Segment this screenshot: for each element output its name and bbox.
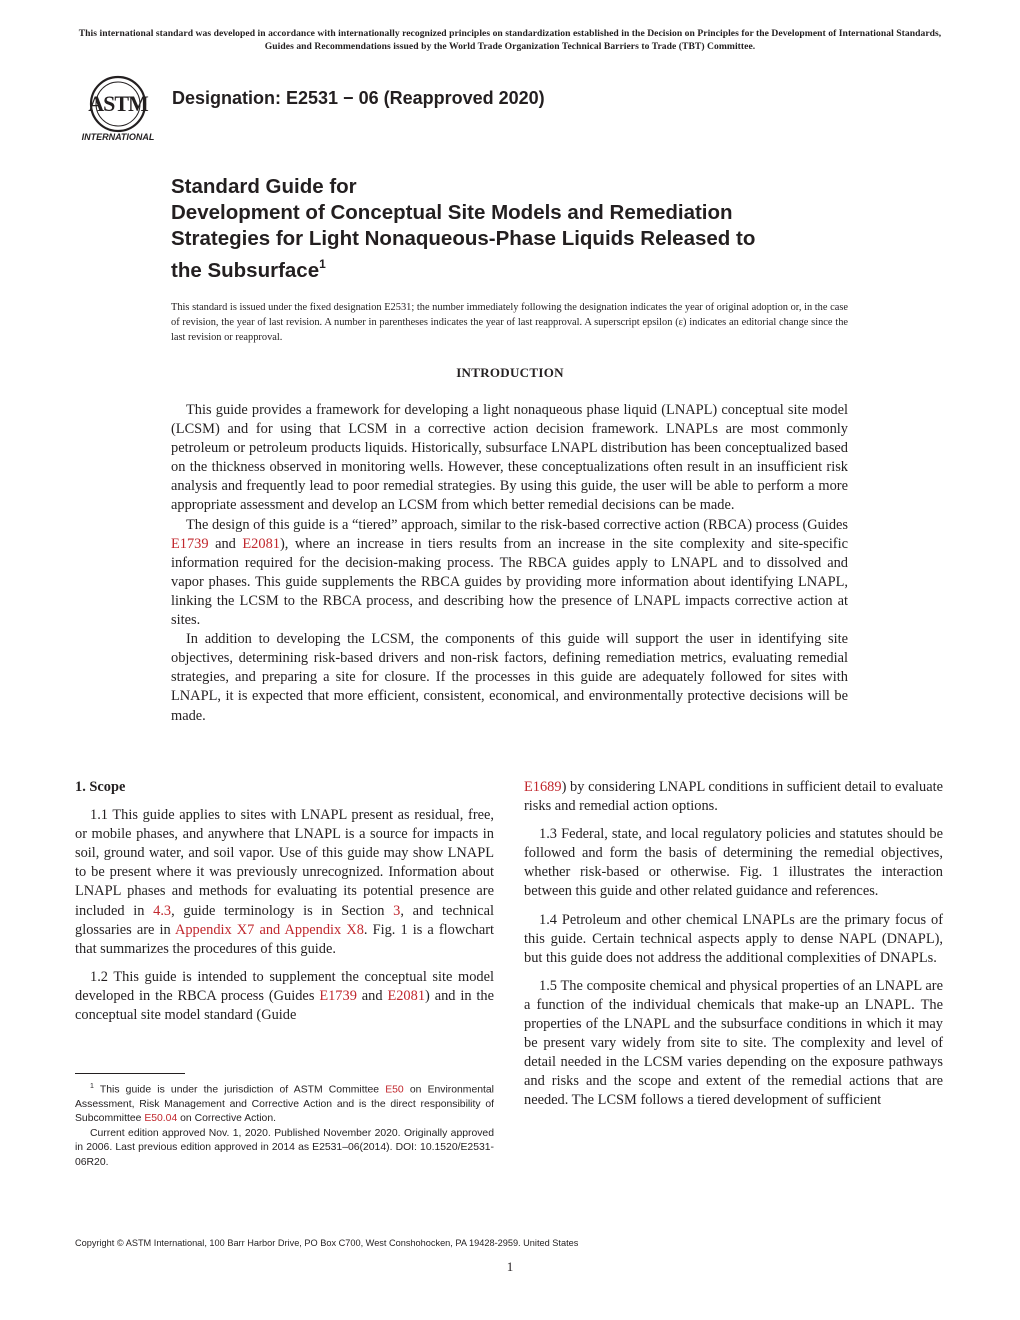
s1-1-text-c: , and technical glossaries are in [75, 902, 494, 938]
scope-heading: 1. Scope [75, 779, 126, 795]
ref-e2081-link-2[interactable]: E2081 [387, 987, 426, 1004]
section-1-4: 1.4 Petroleum and other chemical LNAPLs are the primary focus of this guide. Certain technical aspects apply to dense NAPL (DNAPL), but this guide does not address the additional complexities of DNAPLs. [524, 911, 943, 966]
intro-p2-text-a: The design of this guide is a “tiered” approach, similar to the risk-based corrective action (RBCA) process (Guides [186, 516, 848, 533]
title-line-2: Development of Conceptual Site Models and Remediation [171, 201, 733, 224]
introduction [171, 401, 848, 726]
footnote-1-mark: 1 [90, 1083, 94, 1090]
title-line-3: Strategies for Light Nonaqueous-Phase Liquids Released to [171, 227, 756, 250]
left-column [75, 778, 494, 1034]
title-footnote-mark: 1 [319, 257, 326, 271]
footnotes [75, 1080, 494, 1170]
ref-e1689-link[interactable]: E1689 [524, 779, 562, 795]
page-number: 1 [506, 1259, 514, 1274]
section-1-2 [75, 968, 494, 1025]
astm-logo [76, 74, 162, 144]
title-line-1: Standard Guide for [171, 175, 357, 198]
footnote-2: Current edition approved Nov. 1, 2020. Published November 2020. Originally approved in 2006. Last previous edition approved in 2014 as E2531–06(2014). DOI: 10.1520/E2531-06R20. [75, 1127, 494, 1168]
s1-1-text-a: 1.1 This guide applies to sites with LNAPL present as residual, free, or mobile phases, and anywhere that LNAPL is a source for impacts in soil, ground water, and soil vapor. Use of this guide may show LNAPL to be present where it was previously unrecognized. Information about LNAPL phases and methods for evaluating its potential presence are included in [75, 807, 494, 919]
intro-p2-text-c: ), where an increase in tiers results from an increase in the site complexity and site-specific information required for the decision-making process. The RBCA guides apply to LNAPL and to dissolved and vapor phases. This guide supplements the RBCA guides by providing more information about identifying LNAPL, linking the LCSM to the RBCA process, and describing how the presence of LNAPL impacts corrective action at sites. [171, 535, 848, 629]
standards-notice: This international standard was developed in accordance with internationally recognized principles on standardization established in the Decision on Principles for the Development of International Standards, Guides and Recommendations issued by the World Trade Organization Technical Barriers to Trade (TBT) Committee. [78, 28, 942, 52]
ref-e2081-link[interactable]: E2081 [242, 535, 280, 552]
section-1-3: 1.3 Federal, state, and local regulatory policies and statutes should be followed and form the basis of determining the remedial objectives, whether risk-based or otherwise. Fig. 1 illustrates the interaction between this guide and other related guidance and references. [524, 826, 943, 900]
svg-text:ASTM: ASTM [88, 91, 148, 116]
s1-2-text-a: 1.2 This guide is intended to supplement the conceptual site model developed in the RBCA process (Guides [75, 968, 494, 1004]
s1-1-text-b: , guide terminology is in Section [171, 902, 394, 919]
svg-text:INTERNATIONAL: INTERNATIONAL [81, 132, 155, 142]
fn1-text-a: This guide is under the jurisdiction of ASTM Committee [93, 1084, 386, 1096]
fn1-text-b: on Environmental Assessment, Risk Management and Corrective Action and is the direct responsibility of Subcommittee [75, 1084, 494, 1125]
ref-e1739-link[interactable]: E1739 [171, 535, 209, 552]
right-column [524, 778, 943, 1120]
s1-2-text-c: ) and in the conceptual site model standard (Guide [75, 987, 495, 1024]
intro-paragraph-2 [171, 516, 848, 631]
section-1-1 [75, 806, 494, 959]
footnote-divider [75, 1073, 185, 1074]
fn1-text-c: on Corrective Action. [177, 1113, 277, 1125]
intro-paragraph-3: In addition to developing the LCSM, the components of this guide will support the user in identifying site objectives, determining risk-based drivers and non-risk factors, defining remediation metrics, evaluating remedial strategies, and preparing a site for closure. If the processes in this guide are adequately followed for sites with LNAPL, it is expected that more efficient, consistent, economical, and environmentally protective decisions will be made. [171, 631, 848, 724]
ref-e50-04-link[interactable]: E50.04 [144, 1113, 178, 1125]
footnote-1 [75, 1080, 494, 1127]
s1-2-text-d: ) by considering LNAPL conditions in sufficient detail to evaluate risks and remedial action options. [524, 779, 943, 815]
s1-1-text-d: . Fig. 1 is a flowchart that summarizes the procedures of this guide. [75, 921, 495, 957]
ref-4-3-link[interactable]: 4.3 [153, 902, 172, 919]
issuance-note: This standard is issued under the fixed designation E2531; the number immediately following the designation indicates the year of original adoption or, in the case of revision, the year of last revision. A number in parentheses indicates the year of last reapproval. A superscript epsilon (ε) indicates an editorial change since the last revision or reapproval. [171, 302, 848, 343]
ref-appendix-link[interactable]: Appendix X7 and Appendix X8 [174, 921, 364, 938]
designation: Designation: E2531 − 06 (Reapproved 2020) [172, 88, 545, 108]
title-line-4 [171, 252, 871, 284]
ref-section-3-link[interactable]: 3 [393, 902, 401, 919]
section-1-5: 1.5 The composite chemical and physical properties of an LNAPL are a function of the individual chemicals that make-up an LNAPL. The properties of the LNAPL and the subsurface conditions in which it may be present vary widely from site to site. The complexity and level of detail needed in the LCSM varies depending on the exposure pathways and risks and the scope and extent of the remedial actions that are needed. The LCSM follows a tiered development of sufficient [524, 977, 943, 1109]
ref-e50-link[interactable]: E50 [385, 1084, 404, 1096]
copyright-line: Copyright © ASTM International, 100 Barr Harbor Drive, PO Box C700, West Conshohocken, PA 19428-2959. United States [75, 1238, 579, 1248]
intro-paragraph-1: This guide provides a framework for developing a light nonaqueous phase liquid (LNAPL) conceptual site model (LCSM) and for using that LCSM in a corrective action decision framework. LNAPLs are most commonly petroleum or petroleum products liquids. Historically, subsurface LNAPL distribution has been conceptualized based on the thickness observed in monitoring wells. However, these conceptualizations often result in an insufficient risk analysis and frequently lead to poor remedial strategies. By using this guide, the user will be able to perform a more appropriate assessment and develop an LCSM from which better remedial decisions can be made. [171, 402, 848, 514]
s1-2-text-b: and [356, 987, 388, 1004]
title-line-4-text: the Subsurface [171, 258, 320, 282]
astm-logo-icon [76, 74, 162, 144]
introduction-heading: INTRODUCTION [456, 365, 564, 380]
section-1-2-continued [524, 778, 943, 816]
ref-e1739-link-2[interactable]: E1739 [319, 987, 357, 1004]
document-title [171, 174, 871, 284]
intro-p2-text-b: and [208, 535, 243, 552]
